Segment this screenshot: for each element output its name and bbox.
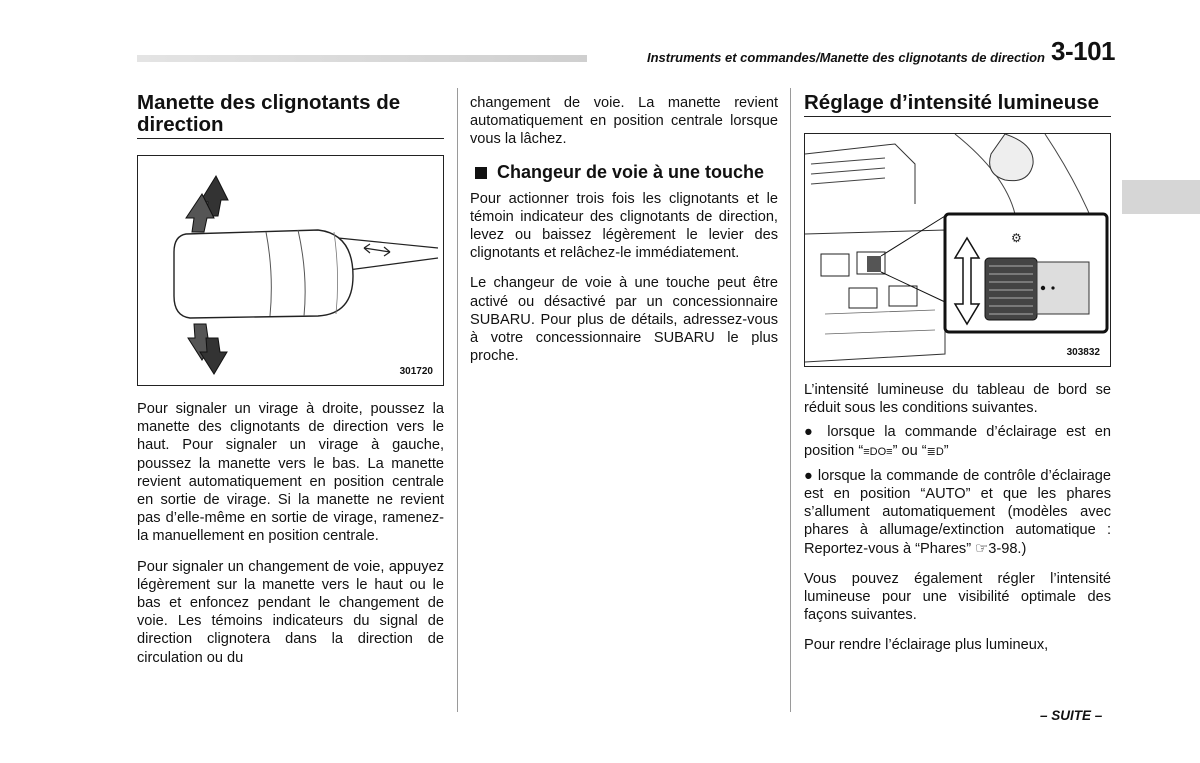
arrow-down-icon (188, 324, 227, 374)
figure-code: 303832 (1066, 347, 1100, 358)
arrow-up-icon (186, 176, 228, 232)
turn-signal-lever-figure (137, 155, 444, 386)
running-header: Instruments et commandes/Manette des clignotants de direction (646, 50, 1045, 65)
subsection-heading (470, 163, 778, 182)
parking-light-icon: ≡DO≡ (863, 445, 893, 458)
square-bullet-icon (475, 167, 487, 179)
continued-marker: – SUITE – (1040, 708, 1103, 723)
column-3 (804, 92, 1111, 667)
turn-signal-lever-illustration (138, 156, 443, 385)
paragraph: Le changeur de voie à une touche peut être activé ou désactivé par un concessionnaire SUBARU. Pour plus de détails, adressez-vous à votre concessionnaire SUBARU le plus proche. (470, 275, 778, 365)
figure-code: 301720 (399, 366, 433, 377)
dimmer-control-figure (804, 133, 1111, 367)
paragraph: Vous pouvez également régler l’intensité lumineuse pour une visibilité optimale des façons suivantes. (804, 570, 1111, 624)
bullet-text: ” ou “ (892, 442, 927, 459)
headlight-icon: ≣D (926, 445, 944, 458)
paragraph: Pour rendre l’éclairage plus lumineux, (804, 637, 1049, 654)
page-number: 3-101 (1051, 36, 1115, 66)
section-heading: Manette des clignotants de direction (137, 92, 444, 139)
bullet-item: ● lorsque la commande de contrôle d’éclairage est en position “AUTO” et que les phares s’allument automatiquement (modèles avec phares à allumage/extinction automatique : Reportez-vous à “Phares” ☞3-98.) (804, 467, 1111, 557)
paragraph: Pour signaler un changement de voie, appuyez légèrement sur la manette vers le haut ou le bas et enfoncez pendant le changement de voie. Les témoins indicateurs du signal de direction clignotera dans la direction de circulation ou du (137, 558, 444, 666)
section-heading: Réglage d’intensité lumineuse (804, 92, 1111, 117)
bullet-text: ● lorsque la commande d’éclairage est en position “ (804, 424, 1111, 459)
bullet-item (804, 423, 1111, 460)
column-2 (470, 94, 778, 377)
dimmer-control-illustration (805, 134, 1110, 366)
column-1 (137, 92, 444, 679)
paragraph: Pour actionner trois fois les clignotants et le témoin indicateur des clignotants de direction, levez ou baissez légèrement le levier des clignotants et relâchez-le immédiatement. (470, 190, 778, 262)
subsection-heading-text: Changeur de voie à une touche (497, 161, 765, 182)
column-divider (790, 88, 791, 712)
header-rule (137, 55, 587, 62)
column-divider (457, 88, 458, 712)
paragraph: Pour signaler un virage à droite, poussez la manette des clignotants de direction vers le haut. Pour signaler un virage à gauche, poussez la manette vers le bas. La manette revient automatiquement en position centrale en sortie de virage. Si la manette ne revient pas d’elle-même en sortie de virage, ramenez-la manuellement en position centrale. (137, 401, 444, 545)
dimmer-symbol-icon: ⚙ (1011, 231, 1022, 245)
paragraph: changement de voie. La manette revient automatiquement en position centrale lorsque vous la lâchez. (470, 95, 778, 148)
paragraph: L’intensité lumineuse du tableau de bord se réduit sous les conditions suivantes. (804, 382, 1111, 417)
bullet-text: ” (943, 442, 949, 459)
chapter-tab (1122, 180, 1200, 214)
